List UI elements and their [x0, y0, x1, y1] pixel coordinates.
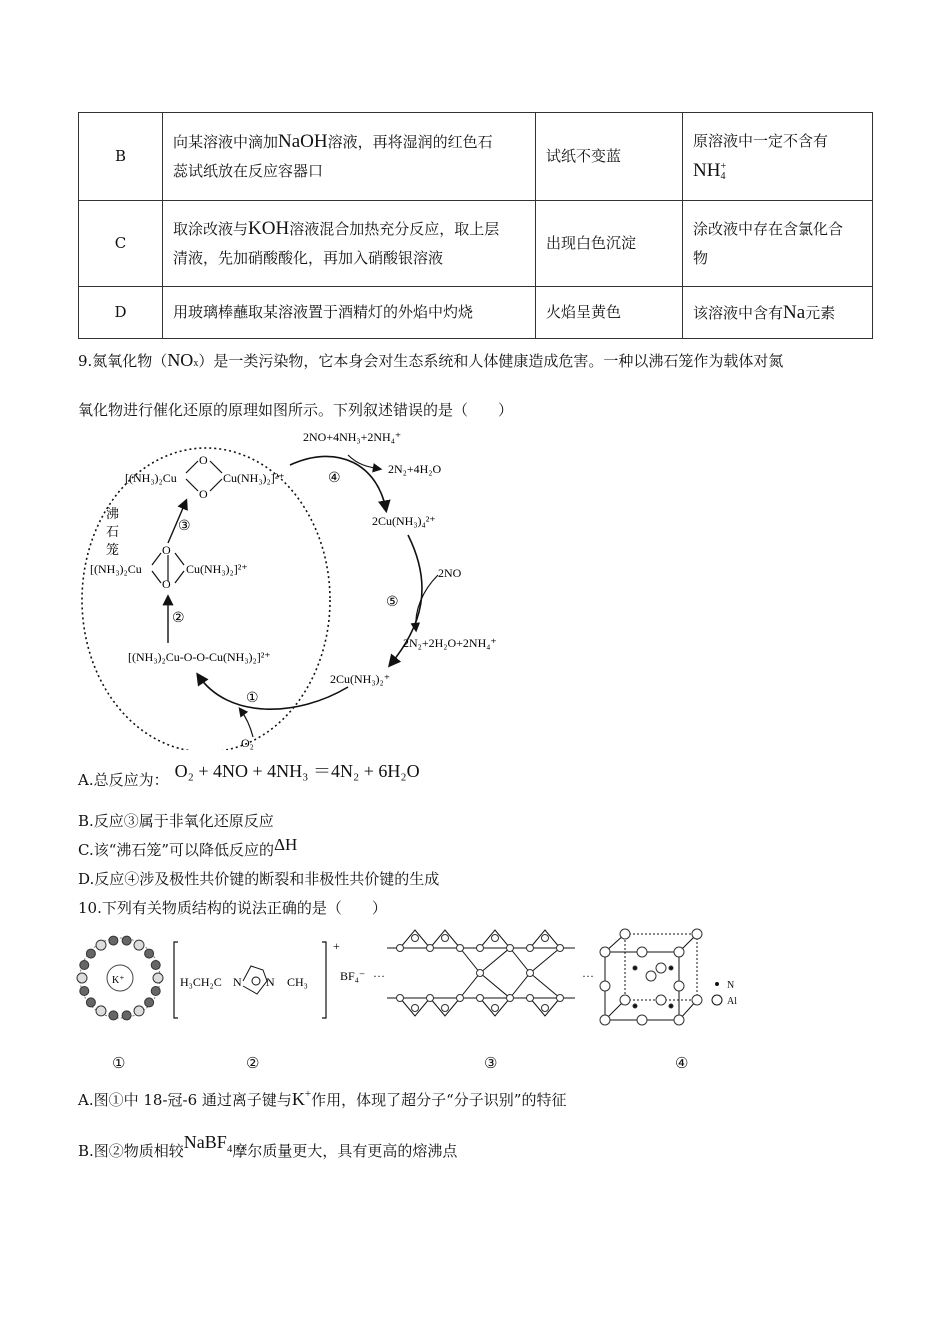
oxygen-atom: O — [199, 487, 208, 501]
conclusion-text: 涂改液中存在含氯化合 — [693, 219, 844, 238]
nitrogen-atom: N — [233, 975, 242, 989]
row-label: C — [79, 201, 163, 287]
al-atom — [637, 947, 647, 957]
lattice-atom — [507, 995, 514, 1002]
q10-option-b — [78, 1132, 458, 1161]
option-label: A.总反应为： — [78, 771, 169, 789]
al-atom — [674, 1015, 684, 1025]
al-atom — [692, 995, 702, 1005]
al-atom — [600, 1015, 610, 1025]
group-label: CH₃ — [287, 975, 308, 989]
phenomenon-cell: 火焰呈黄色 — [536, 287, 683, 339]
oxygen-atom — [153, 973, 163, 983]
equation: O₂ + 4NO + 4NH₃ ＝4N₂ + 6H₂O — [174, 761, 420, 781]
carbon-atom — [151, 961, 160, 970]
product-label: 2N₂+2H₂O+2NH₄⁺ — [403, 636, 497, 650]
op-text: 取涂改液与 — [173, 220, 249, 238]
oxygen-atom — [77, 973, 87, 983]
figure-label-3: ③ — [484, 1054, 498, 1072]
cage-label: 沸 — [106, 506, 120, 521]
cage-label: 石 — [106, 524, 120, 539]
lattice-atom — [557, 945, 564, 952]
carbon-atom — [151, 986, 160, 995]
lattice-atom — [507, 945, 514, 952]
species-label: Cu(NH₃)₂]²⁺ — [186, 562, 248, 576]
op-text: 蕊试纸放在反应容器口 — [173, 162, 324, 180]
carbon-atom — [109, 1011, 118, 1020]
oxygen-atom — [134, 1006, 144, 1016]
superscript: + — [720, 161, 727, 172]
figure-label-2: ② — [246, 1054, 260, 1072]
q10-stem: 10.下列有关物质结构的说法正确的是（ ） — [78, 899, 387, 917]
q9-option-c — [78, 835, 298, 860]
option-text: A.图①中 18-冠-6 通过离子键与 — [78, 1091, 292, 1109]
al-atom — [620, 929, 630, 939]
carbon-atom — [80, 986, 89, 995]
q10-option-a — [78, 1088, 566, 1110]
step-number: ② — [172, 611, 185, 626]
carbon-atom — [122, 1011, 131, 1020]
lattice-atom — [442, 935, 449, 942]
op-text: 溶液，再将湿润的红色石 — [327, 133, 493, 151]
subscript: 4 — [226, 1143, 233, 1155]
al-atom — [600, 947, 610, 957]
conclusion-cell — [683, 113, 873, 201]
options-table — [78, 112, 873, 339]
anion-label: BF₄⁻ — [340, 969, 366, 983]
carbon-atom — [145, 949, 154, 958]
table-row — [79, 201, 873, 287]
species-label: 2Cu(NH₃)₄²⁺ — [372, 514, 436, 528]
chem-formula: K — [291, 1089, 305, 1109]
lattice-atom — [412, 935, 419, 942]
ellipsis: ··· — [582, 969, 594, 983]
oxygen-atom: O — [199, 453, 208, 467]
chem-formula: KOH — [248, 218, 290, 239]
lattice-atom — [457, 945, 464, 952]
q10-figures — [75, 928, 755, 1028]
chem-formula: Na — [783, 301, 806, 323]
stem-text: ）是一类污染物，它本身会对生态系统和人体健康造成危害。一种以沸石笼作为载体对氮 — [198, 352, 784, 370]
carbon-atom — [86, 998, 95, 1007]
lattice-atom — [427, 945, 434, 952]
lattice-atom — [557, 995, 564, 1002]
table-row — [79, 113, 873, 201]
stem-text: 9.氮氧化物（ — [78, 352, 168, 370]
q9-stem-line2: 氧化物进行催化还原的原理如图所示。下列叙述错误的是（ ） — [78, 401, 514, 419]
phenomenon-cell: 试纸不变蓝 — [536, 113, 683, 201]
al-atom — [600, 981, 610, 991]
conclusion-text: 原溶液中一定不含有 — [693, 132, 829, 150]
lattice-chain-figure — [373, 930, 594, 1016]
option-text: B.图②物质相较 — [78, 1142, 184, 1160]
ionic-liquid-figure — [174, 939, 365, 1018]
q9-option-a — [78, 761, 420, 791]
conclusion-cell — [683, 201, 873, 287]
subscript: x — [193, 358, 199, 369]
n-atom — [633, 966, 637, 970]
conclusion-cell — [683, 287, 873, 339]
lattice-atom — [457, 995, 464, 1002]
lattice-atom — [477, 970, 484, 977]
al-atom — [646, 971, 656, 981]
lattice-atom — [542, 935, 549, 942]
row-label: B — [79, 113, 163, 201]
al-atom — [674, 981, 684, 991]
species-label: Cu(NH₃)₂]²⁺ — [223, 471, 285, 485]
chem-formula: NH — [693, 160, 721, 181]
conclusion-text: 该溶液中含有 — [693, 303, 784, 322]
ion-label: K⁺ — [112, 975, 125, 986]
chem-formula: NaOH — [278, 131, 328, 152]
table-row — [79, 287, 873, 339]
operation-cell — [163, 113, 536, 201]
subscript: 4 — [720, 171, 726, 182]
n-atom — [633, 1004, 637, 1008]
op-text: 向某溶液中滴加 — [173, 133, 279, 151]
op-text: 清液，先加硝酸酸化，再加入硝酸银溶液 — [173, 249, 444, 267]
species-label: [(NH₃)₂Cu-O-O-Cu(NH₃)₂]²⁺ — [128, 650, 271, 664]
legend-label: Al — [727, 996, 737, 1007]
q9-stem-line1 — [78, 350, 783, 371]
lattice-atom — [477, 995, 484, 1002]
chem-formula: NaBF — [183, 1132, 227, 1152]
conclusion-text: 元素 — [805, 303, 836, 322]
chem-symbol: ΔH — [274, 835, 298, 854]
al-atom — [620, 995, 630, 1005]
conclusion-text: 物 — [693, 248, 709, 267]
phenomenon-cell: 出现白色沉淀 — [536, 201, 683, 287]
lattice-atom — [397, 945, 404, 952]
oxygen-atom — [134, 940, 144, 950]
q9-option-b: B.反应③属于非氧化还原反应 — [78, 812, 274, 830]
lattice-atom — [427, 995, 434, 1002]
step-number: ④ — [328, 471, 341, 486]
step-number: ③ — [178, 519, 191, 534]
n-atom — [669, 1004, 673, 1008]
al-atom — [656, 995, 666, 1005]
option-text: C.该“沸石笼”可以降低反应的 — [78, 841, 275, 859]
option-text: 摩尔质量更大，具有更高的熔沸点 — [232, 1142, 458, 1160]
al-atom — [692, 929, 702, 939]
figure-label-1: ① — [112, 1054, 126, 1072]
lattice-atom — [492, 1005, 499, 1012]
option-text: 作用，体现了超分子“分子识别”的特征 — [311, 1091, 567, 1109]
operation-cell: 用玻璃棒蘸取某溶液置于酒精灯的外焰中灼烧 — [163, 287, 536, 339]
reactant-label: O₂ — [241, 736, 254, 750]
zeolite-cycle-diagram — [78, 425, 498, 750]
carbon-atom — [86, 949, 95, 958]
reactant-label: 2NO — [438, 566, 462, 580]
q9-option-d: D.反应④涉及极性共价键的断裂和非极性共价键的生成 — [78, 870, 440, 888]
charge-label: + — [333, 939, 340, 953]
carbon-atom — [109, 936, 118, 945]
species-label: [(NH₃)₂Cu — [125, 471, 177, 485]
crown-ether-figure — [77, 936, 163, 1020]
unit-cell-figure — [600, 929, 737, 1025]
step-number: ① — [246, 691, 259, 706]
lattice-atom — [397, 995, 404, 1002]
lattice-atom — [477, 945, 484, 952]
legend-label: N — [727, 980, 735, 991]
carbon-atom — [80, 961, 89, 970]
oxygen-atom: O — [162, 543, 171, 557]
superscript: + — [304, 1088, 312, 1100]
lattice-atom — [442, 1005, 449, 1012]
product-label: 2N₂+4H₂O — [388, 462, 442, 476]
carbon-atom — [122, 936, 131, 945]
al-atom — [674, 947, 684, 957]
lattice-atom — [527, 970, 534, 977]
figure-label-4: ④ — [675, 1054, 689, 1072]
al-atom — [637, 1015, 647, 1025]
nitrogen-atom: N — [266, 975, 275, 989]
species-label: 2Cu(NH₃)₂⁺ — [330, 672, 391, 686]
lattice-atom — [412, 1005, 419, 1012]
species-label: [(NH₃)₂Cu — [90, 562, 142, 576]
ellipsis: ··· — [373, 969, 385, 983]
carbon-atom — [145, 998, 154, 1007]
lattice-atom — [492, 935, 499, 942]
lattice-atom — [527, 945, 534, 952]
cage-label: 笼 — [106, 542, 120, 557]
lattice-atom — [527, 995, 534, 1002]
step-number: ⑤ — [386, 595, 399, 610]
oxygen-atom — [96, 940, 106, 950]
op-text: 溶液混合加热充分反应，取上层 — [289, 220, 500, 238]
al-atom — [656, 963, 666, 973]
row-label: D — [79, 287, 163, 339]
oxygen-atom: O — [162, 577, 171, 591]
operation-cell — [163, 201, 536, 287]
lattice-atom — [542, 1005, 549, 1012]
chem-formula: NO — [167, 350, 194, 370]
reactant-label: 2NO+4NH₃+2NH₄⁺ — [303, 430, 402, 444]
n-atom — [669, 966, 673, 970]
group-label: H₃CH₂C — [180, 975, 222, 989]
oxygen-atom — [96, 1006, 106, 1016]
